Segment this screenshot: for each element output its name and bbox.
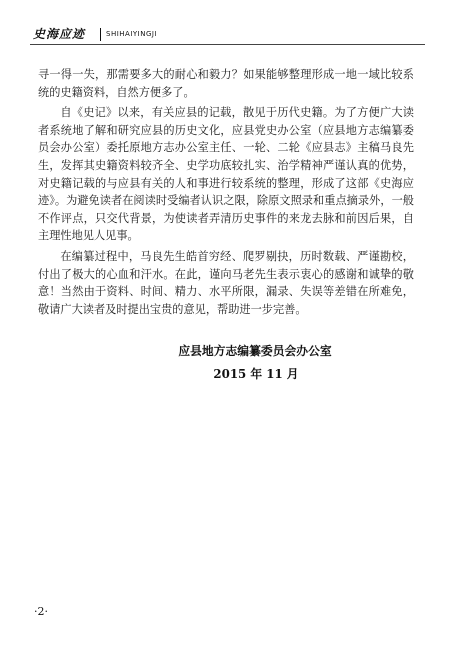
header-separator [100, 28, 101, 41]
paragraph-acknowledgement: 在编纂过程中，马良先生皓首穷经、爬罗剔抉，历时数载、严谨勘校，付出了极大的心血和汗水。在此，谨向马老先生表示衷心的感谢和诚挚的敬意！当然由于资料、时间、精力、水平所限，漏录、失误等差错在所难免，敬请广大读者及时提出宝贵的意见，帮助进一步完善。 [38, 249, 414, 316]
book-title-pinyin: SHIHAIYINGJI [106, 30, 158, 38]
signature-organization: 应县地方志编纂委员会办公室 [178, 344, 332, 358]
running-header [30, 22, 425, 48]
page-number: ·2· [34, 605, 48, 618]
book-title-logo: 史海应迹 [33, 27, 86, 41]
signature-date: 2015 年 11 月 [213, 367, 299, 381]
preface-body [38, 66, 414, 318]
paragraph-history: 自《史记》以来，有关应县的记载，散见于历代史籍。为了方便广大读者系统地了解和研究应县的历史文化，应县党史办公室（应县地方志编纂委员会办公室）委托原地方志办公室主任、一轮、二轮《应县志》主稿马良先生，发挥其史籍资料较齐全、史学功底较扎实、治学精神严谨认真的优势，对史籍记载的与应县有关的人和事进行较系统的整理，形成了这部《史海应迹》。为避免读者在阅读时受编者认识之限，除原文照录和重点摘录外，一般不作评点，只交代背景，为使读者弄清历史事件的来龙去脉和前因后果，自主理性地见人见事。 [38, 106, 414, 243]
paragraph-continued: 寻一得一失，那需要多大的耐心和毅力？如果能够整理形成一地一域比较系统的史籍资料，自然方便多了。 [38, 68, 414, 99]
header-rule-line [30, 44, 425, 45]
